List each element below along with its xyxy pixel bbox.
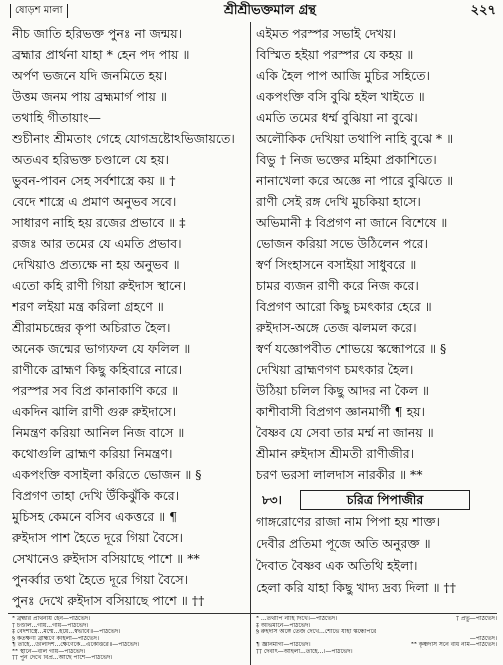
verse-line: নীচ জাতি হরিভক্ত পুনঃ না জন্ময়। <box>12 26 183 41</box>
verse-line: কাশীবাসী বিপ্রগণ জ্ঞানমার্গী ¶ হয়। <box>256 404 426 419</box>
footnote-text: † প্রভু—পাঠভেদ। <box>455 616 497 622</box>
verse-line: শ্রীরামচন্দ্রের কৃপা অচিরাত হৈল। <box>12 320 171 335</box>
column-divider <box>250 22 251 665</box>
verse-line: একদিন ঝালি রাণী গুরু রুইদাসে। <box>12 404 177 419</box>
verse-line: বিভু † নিজ ভক্তের মহিমা প্রকাশিতে। <box>256 152 437 167</box>
footnote-line <box>256 649 497 656</box>
footnote-text: ‡ বেদশাস্ত্রে...মর্ম্মে...হয়ে...স্বভাবে॥—পাঠভেদ। <box>12 629 121 635</box>
right-column-verses <box>256 23 497 485</box>
section-heading <box>256 490 497 511</box>
verse-line: দেবীর প্রতিমা পূজে অতি অনুরক্ত ॥ <box>256 536 431 551</box>
verse-line: স্বর্ণ সিংহাসনে বসাইয়া সাধুবরে ॥ <box>256 257 417 272</box>
section-number: ৮৩। <box>262 493 282 507</box>
verse-line: সেখানেও রুইদাস বসিয়াছে পাশে ॥ ** <box>12 551 200 566</box>
verse-line: অর্পণ ভজনে যদি জনমিতে হয়। <box>12 68 168 83</box>
section-verses <box>256 511 497 599</box>
verse-line: স্বর্ণ যজ্ঞোপবীত শোভয়ে স্কন্ধোপরে ॥ § <box>256 341 447 356</box>
verse-line: রাণী সেই রঙ্গ দেখি মুচকিয়া হাসে। <box>256 194 421 209</box>
verse-line: মুচিসহ কেমনে বসিব একত্তরে ॥ ¶ <box>12 509 178 524</box>
verse-line: বিপ্রগণ আরো কিছু চমৎকার হেরে ॥ <box>256 299 432 314</box>
verse-line: শ্রীমান রুইদাস শ্রীমতী রাণীজীর। <box>256 446 415 461</box>
verse-line: এমতি তমের ধর্ম্ম বুঝিয়া না বুঝে। <box>256 110 418 125</box>
footnote-text: ¶ তাহে...উলিদিশ...ক্ষেণেকে...একোত্তরে॥—পাঠভেদ। <box>12 642 140 648</box>
section-title: চরিত্র পিপাজীর <box>300 490 470 510</box>
verse-line: নানাখেলা করে অজ্ঞে না পারে বুঝিতে ॥ <box>256 173 454 188</box>
verse-line: একপংক্তি বসি বুঝি হইল খাইতে ॥ <box>256 89 425 104</box>
verse-line: নিমন্ত্রণ করিয়া আনিল নিজ বাসে ॥ <box>12 425 185 440</box>
footnote-text: ** কৃষ্ণদাস সনে বাঁধ নাম—পাঠভেদ। <box>410 642 497 648</box>
verse-line: রুইদাস পাশ হৈতে দূরে গিয়া বৈসে। <box>12 530 183 545</box>
footnote-text: * ...তথাপি নাহি দিখে।—পাঠভেদ। <box>256 616 338 622</box>
verse-line: বৈষ্ণব যে সেবা তার মর্ম্ম না জানয় ॥ <box>256 425 434 440</box>
verse-line: পুনঃ দেখে রুইদাস বসিয়াছে পাশে ॥ †† <box>12 593 205 608</box>
verse-line: হেলা করি যাহা কিছু খাদ্য দ্রব্য দিলা ॥ †† <box>256 580 457 595</box>
verse-line: অনেক জন্মের ভাগ্যফল যে ফলিল ॥ <box>12 341 191 356</box>
footnote-divider <box>8 613 497 614</box>
verse-line: দেখিয়াও প্রত্যক্ষে না হয় অনুভব ॥ <box>12 257 180 272</box>
footnote-text: § কতক্ষণী ব্রাহ্মণে কহিলা—পাঠভেদ। <box>12 635 100 642</box>
verse-line: তথাহি গীতায়াং— <box>12 110 101 125</box>
footnote-text: † চণ্ডাল...গায়...গায়—পাঠভেদ। <box>12 622 89 629</box>
page-header <box>10 3 496 20</box>
verse-line: অলৌকিক দেখিয়া তথাপি নাহি বুঝে * ॥ <box>256 131 454 146</box>
footnote-text: ** স্থানে—বলি গায়—পাঠভেদ। <box>12 648 86 655</box>
verse-line: উঠিয়া চলিল কিছু আদর না কৈল ॥ <box>256 383 429 398</box>
verse-line: দেখিয়া ব্রাহ্মণগণ চমৎকার হৈল। <box>256 362 414 377</box>
verse-line: একপংক্তি বসাইলা করিতে ভোজন ॥ § <box>12 467 202 482</box>
verse-line: পরস্পর সব বিপ্র কানাকাণি করে ॥ <box>12 383 179 398</box>
verse-line: রুইদাস-অঙ্গে তেজ ঝলমল করে। <box>256 320 417 335</box>
footnote-text: § রুইদাস অঙ্গে তেজ দেখে...শোভে যাহা স্কন্ধোপরে <box>256 629 377 635</box>
footnote-text: ¶ জ্ঞানমার্গী—পাঠভেদ। <box>256 642 311 648</box>
verse-line: অতএব হরিভক্ত চণ্ডালে যে হয়। <box>12 152 170 167</box>
verse-line: রজঃ আর তমের যে এমতি প্রভাব। <box>12 236 182 251</box>
verse-line: এইমত পরস্পর সভাই দেখয়। <box>256 26 397 41</box>
book-title: শ্রীশ্রীভক্তমাল গ্রন্থ <box>224 3 316 18</box>
verse-line: অভিমানী ‡ বিপ্রগণ না জানে বিশেষে ॥ <box>256 215 448 230</box>
verse-line: চরণ ভরসা লালদাস নারকীর ॥ ** <box>256 467 423 482</box>
footnotes-left <box>12 616 246 662</box>
verse-line: চামর ব্যজন রাণী করে নিজ করে। <box>256 278 419 293</box>
verse-line: কথোগুলি ব্রাহ্মণ করিয়া নিমন্ত্রণ। <box>12 446 173 461</box>
verse-line: রাণীকে ব্রাহ্মণ কিছু কহিবারে নারে। <box>12 362 183 377</box>
verse-line: শুচীনাং শ্রীমতাং গেহে যোগভ্রষ্টোঽভিজায়তে। <box>12 131 235 146</box>
verse-line: ব্রহ্মার প্রার্থনা যাহা * হেন পদ পায় ॥ <box>12 47 190 62</box>
verse-line: বিস্মিত হইয়া পরস্পর যে কহয় ॥ <box>256 47 414 62</box>
footnotes-right <box>256 616 497 655</box>
chapter-label: ষোড়শ মালা <box>10 4 68 18</box>
page-number: ২২৭ <box>470 3 496 18</box>
verse-line: দৈবাত বৈষ্ণব এক অতিথি হইলা। <box>256 558 418 573</box>
verse-line: উত্তম জনম পায় ব্রহ্মমার্গ পায় ॥ <box>12 89 167 104</box>
verse-line: বিপ্রগণ তাহা দেখি উঁকিঝুঁকি করে। <box>12 488 180 503</box>
verse-line: সাধারণ নাহি হয় রজের প্রভাবে ॥ ‡ <box>12 215 186 230</box>
right-column <box>256 23 497 599</box>
footnote-text: †† দৈবাৎ—আইলা...তাহে...।—পাঠভেদ। <box>256 648 353 655</box>
verse-line: শরণ লইয়া মন্ত্র করিলা গ্রহণে ॥ <box>12 299 164 314</box>
footnote-text: †† পুন দেখে বিপ্র...আছে পাশে—পাঠভেদ। <box>12 655 113 661</box>
left-column <box>12 23 246 611</box>
verse-line: এতো কহি রাণী গিয়া রুইদাস স্থানে। <box>12 278 187 293</box>
verse-line: ভুবন-পাবন সেহ সর্বশাস্ত্রে কয় ॥ † <box>12 173 176 188</box>
footnote-line <box>12 655 246 662</box>
verse-line: ভোজন করিয়া সভে উঠিলেন পরে। <box>256 236 428 251</box>
verse-line: পুনর্ব্বার তথা হৈতে দূরে গিয়া বৈসে। <box>12 572 189 587</box>
verse-line: বেদে শাস্ত্রে এ প্রমাণ অনুভব সবে। <box>12 194 177 209</box>
verse-line: গাঙ্গরোণের রাজা নাম পিপা হয় শাক্ত। <box>256 514 441 529</box>
footnote-text: ‡ অভিমানে—পাঠভেদ। <box>256 622 311 629</box>
footnote-text: —পাঠভেদ। <box>469 635 497 642</box>
verse-line: একি হৈল পাপ আজি মুচির সহিতে। <box>256 68 430 83</box>
footnote-text: * ব্রহ্মার প্রার্থনীয় হেন—পাঠভেদ। <box>12 616 91 622</box>
